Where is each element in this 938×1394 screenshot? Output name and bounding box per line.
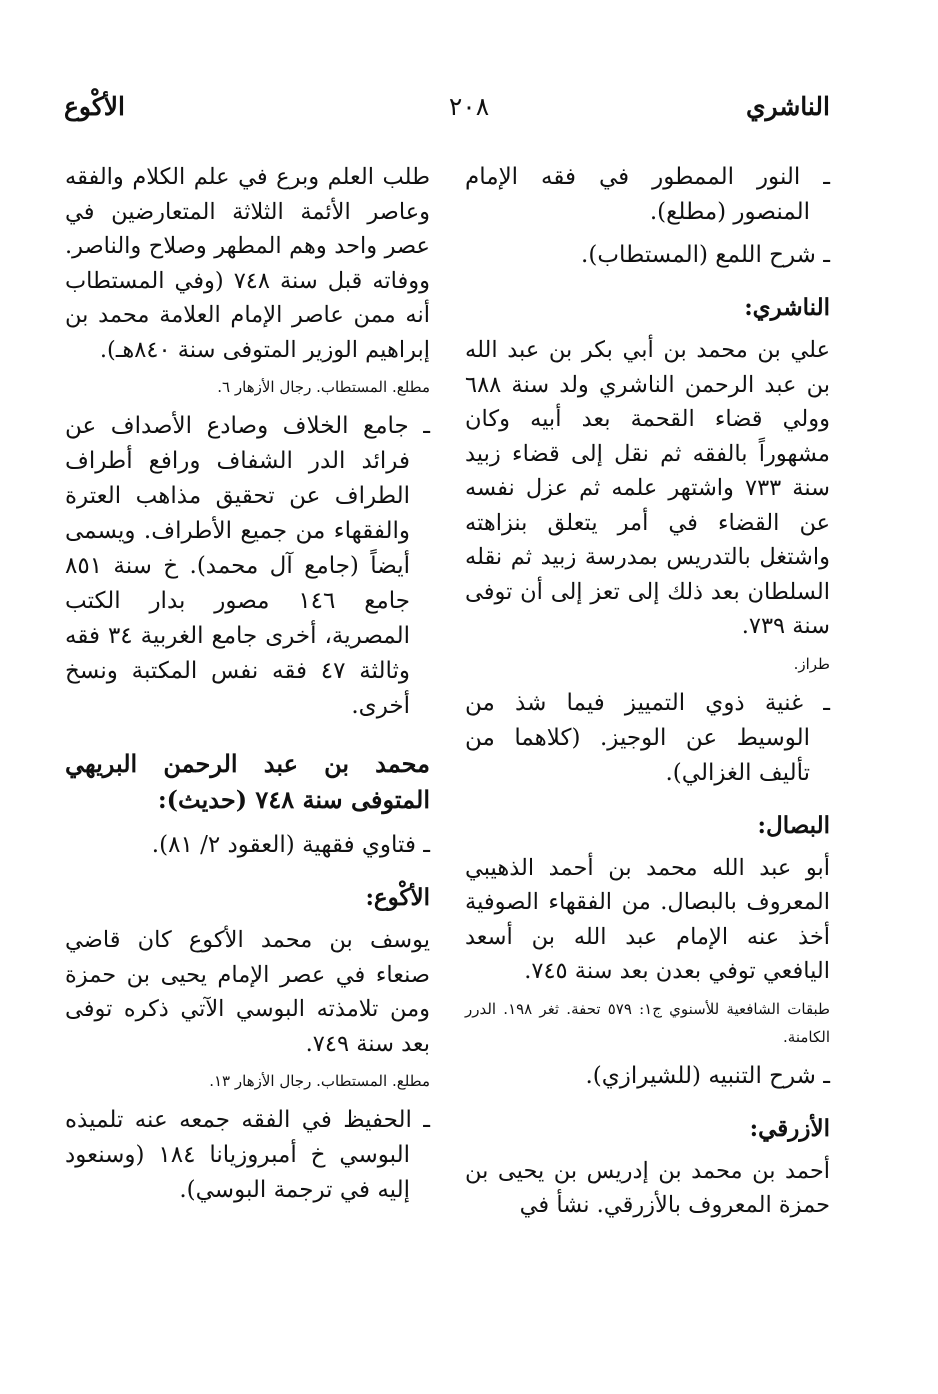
book-item: ـ النور الممطور في فقه الإمام المنصور (مطلع).: [465, 164, 830, 225]
biography-text: يوسف بن محمد الأكوع كان قاضي صنعاء في عصر الإمام يحيى بن حمزة ومن تلامذته البوسي الآتي ذكره توفى بعد سنة ٧٤٩.: [65, 927, 430, 1057]
source-reference: طراز.: [793, 654, 830, 673]
source-reference: طبقات الشافعية للأسنوي ج١: ٥٧٩ تحفة. ثغر ١٩٨. الدرر الكامنة.: [465, 999, 830, 1046]
book-item: ـ شرح التنبيه (للشيرازي).: [585, 1062, 830, 1089]
book-item: ـ غنية ذوي التمييز فيما شذ من الوسيط عن الوجيز. (كلاهما من تأليف الغزالي).: [465, 689, 830, 786]
source-reference: مطلع. المستطاب. رجال الأزهار ١٣.: [209, 1072, 430, 1090]
book-item: ـ جامع الخلاف وصادع الأصداف عن فرائد الدر الشفاف ورافع أطراف الطراف عن تحقيق مذاهب العترة والفقهاء من جميع الأطراف. ويسمى أيضاً (جامع آل محمد). خ سنة ٨٥١ جامع ١٤٦ مصور بدار الكتب المصرية، أخرى جامع الغربية ٣٤ فقه وثالثة ٤٧ فقه نفس المكتبة ونسخ أخرى.: [65, 413, 430, 719]
entry-heading: الأكْوع:: [365, 884, 430, 911]
biography-text: أبو عبد الله محمد بن أحمد الذهيبي المعروف بالبصال. من الفقهاء الصوفية أخذ عنه الإمام عبد الله بن أسعد اليافعي توفي بعدن بعد سنة ٧٤٥.: [465, 854, 830, 984]
biography-text: طلب العلم وبرع في علم الكلام والفقه وعاصر الأئمة الثلاثة المتعارضين في عصر واحد وهم المطهر وصلاح والناصر. ووفاته قبل سنة ٧٤٨ (وفي المستطاب أنه ممن عاصر الإمام العلامة محمد بن إبراهيم الوزير المتوفى سنة ٨٤٠هـ).: [65, 164, 430, 363]
running-header-left: الأكْوع: [64, 92, 125, 121]
entry-heading: الناشري:: [744, 294, 830, 321]
source-reference: مطلع. المستطاب. رجال الأزهار ٦.: [217, 378, 430, 396]
left-column: [65, 160, 430, 1208]
biography-text: علي بن محمد بن أبي بكر بن عبد الله بن عبد الرحمن الناشري ولد سنة ٦٨٨ وولي قضاء القحمة بعد أبيه وكان مشهوراً بالفقه ثم نقل إلى قضاء زبيد سنة ٧٣٣ واشتهر علمه ثم عزل نفسه عن القضاء في أمر يتعلق بنزاهته واشتغل بالتدريس بمدرسة زبيد ثم نقله السلطان بعد ذلك إلى تعز إلى أن توفى سنة ٧٣٩.: [465, 337, 831, 639]
page-number: ٢٠٨: [448, 92, 490, 121]
book-item: ـ شرح اللمع (المستطاب).: [581, 242, 830, 268]
entry-heading: محمد بن عبد الرحمن البريهي المتوفى سنة ٧٤٨ (حديث):: [65, 749, 430, 814]
entry-heading: البصال:: [757, 811, 830, 839]
book-item: ـ الحفيظ في الفقه جمعه عنه تلميذه البوسي خ أمبروزيانا ١٨٤ (وسنعود إليه في ترجمة البوسي).: [65, 1107, 430, 1203]
entry-heading: الأزرقي:: [749, 1114, 830, 1142]
book-item: ـ فتاوي فقهية (العقود ٢/ ٨١).: [151, 832, 430, 858]
running-header-right: الناشري: [745, 92, 830, 121]
biography-text: أحمد بن محمد بن إدريس بن يحيى بن حمزة المعروف بالأزرقي. نشأ في: [465, 1157, 830, 1218]
right-column: [465, 160, 830, 1223]
